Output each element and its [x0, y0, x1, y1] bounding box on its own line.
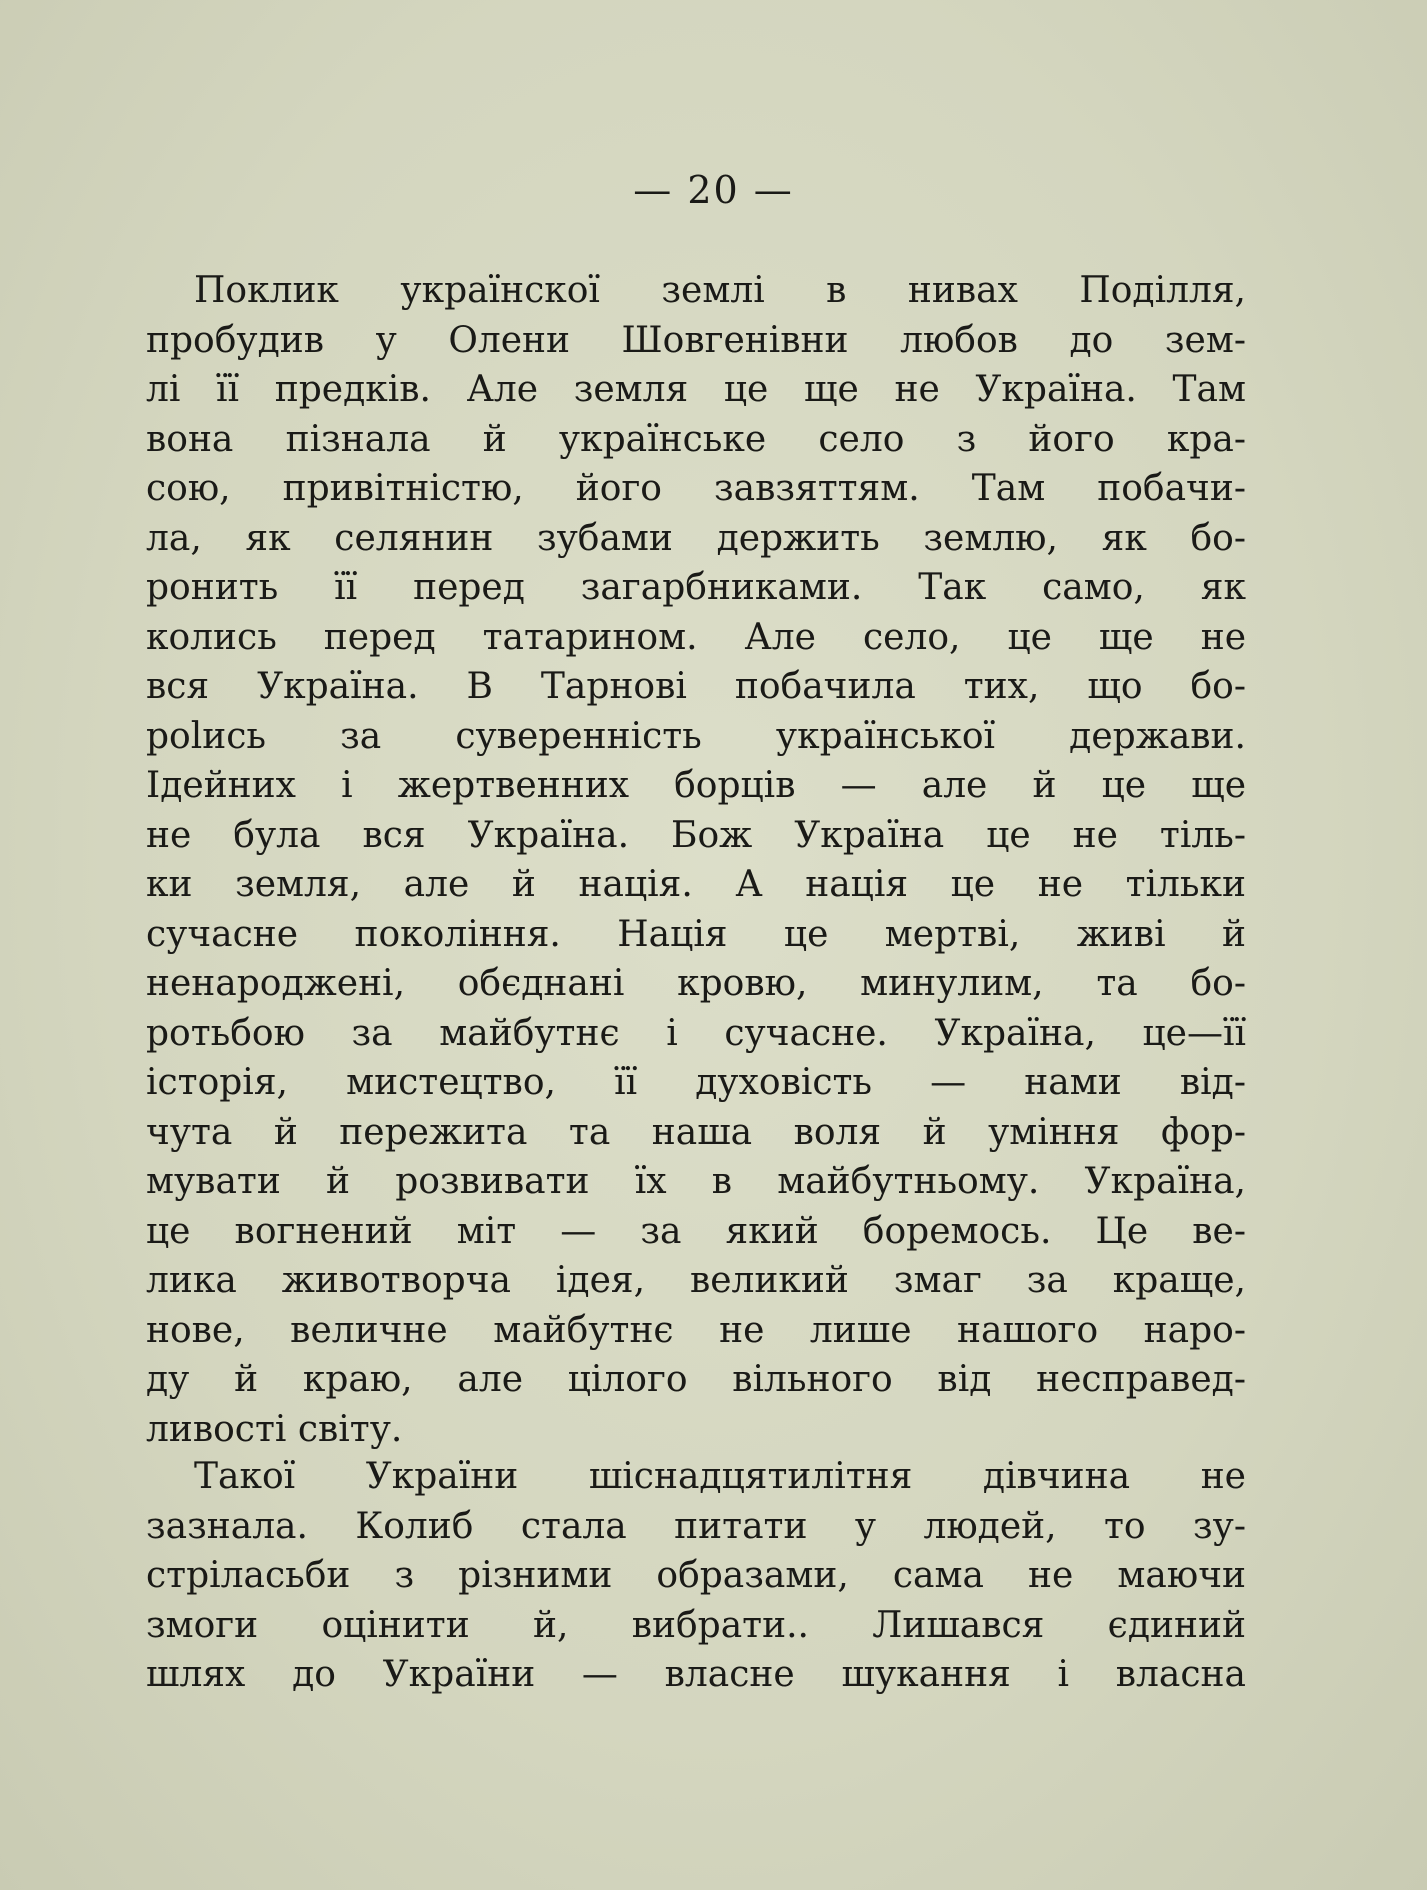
text-line: мувати й розвивати їх в майбутньому. Україна, [146, 1161, 1246, 1202]
text-line: чута й пережита та наша воля й уміння фор- [146, 1111, 1246, 1153]
text-line: не була вся Україна. Бож Україна це не тіль- [146, 814, 1246, 856]
text-line: це вогнений міт — за який боремось. Це ве- [146, 1210, 1246, 1252]
paragraph-2 [146, 1452, 1246, 1700]
paragraph-1 [146, 266, 1246, 1454]
text-line: ду й краю, але цілого вільного від несправед- [146, 1359, 1246, 1400]
text-line: змоги оцінити й, вибрати.. Лишався єдиний [146, 1604, 1246, 1646]
text-line: ронить її перед загарбниками. Так само, як [146, 567, 1246, 608]
text-line: рolись за суверенність української держави. [146, 715, 1246, 757]
text-line: історія, мистецтво, її духовість — нами від- [146, 1062, 1246, 1103]
text-line: лі її предків. Але земля це ще не Україна. Там [146, 369, 1246, 410]
text-line: вона пізнала й українське село з його кра- [146, 418, 1246, 460]
text-line: зазнала. Колиб стала питати у людей, то зу- [146, 1505, 1246, 1547]
text-line: Ідейних і жертвенних борців — але й це ще [146, 765, 1246, 806]
text-line: ла, як селянин зубами держить землю, як бо- [146, 517, 1246, 559]
page-number: — 20 — [633, 168, 794, 212]
text-line: ненароджені, обєднані кровю, минулим, та бо- [146, 963, 1246, 1004]
text-line: лика животворча ідея, великий змаг за краще, [146, 1260, 1246, 1301]
text-line: шлях до України — власне шукання і власна [146, 1654, 1246, 1695]
text-line: ки земля, але й нація. А нація це не тільки [146, 864, 1246, 905]
text-line: пробудив у Олени Шовгенівни любов до зем- [146, 319, 1246, 361]
text-line: стріласьби з різними образами, сама не маючи [146, 1555, 1246, 1596]
text-line: колись перед татарином. Але село, це ще не [146, 616, 1246, 658]
text-line: вся Україна. В Тарнові побачила тих, що бо- [146, 666, 1246, 707]
text-line: ливості світу. [146, 1408, 403, 1450]
text-line: ротьбою за майбутнє і сучасне. Україна, це—її [146, 1012, 1246, 1054]
text-line: сучасне покоління. Нація це мертві, живі й [146, 913, 1246, 955]
text-line: Поклик українскої землі в нивах Поділля, [194, 270, 1246, 311]
text-line: сою, привітністю, його завзяттям. Там побачи- [146, 468, 1246, 509]
text-line: нове, величне майбутнє не лише нашого наро- [146, 1309, 1246, 1351]
text-line: Такої України шіснадцятилітня дівчина не [194, 1456, 1246, 1497]
